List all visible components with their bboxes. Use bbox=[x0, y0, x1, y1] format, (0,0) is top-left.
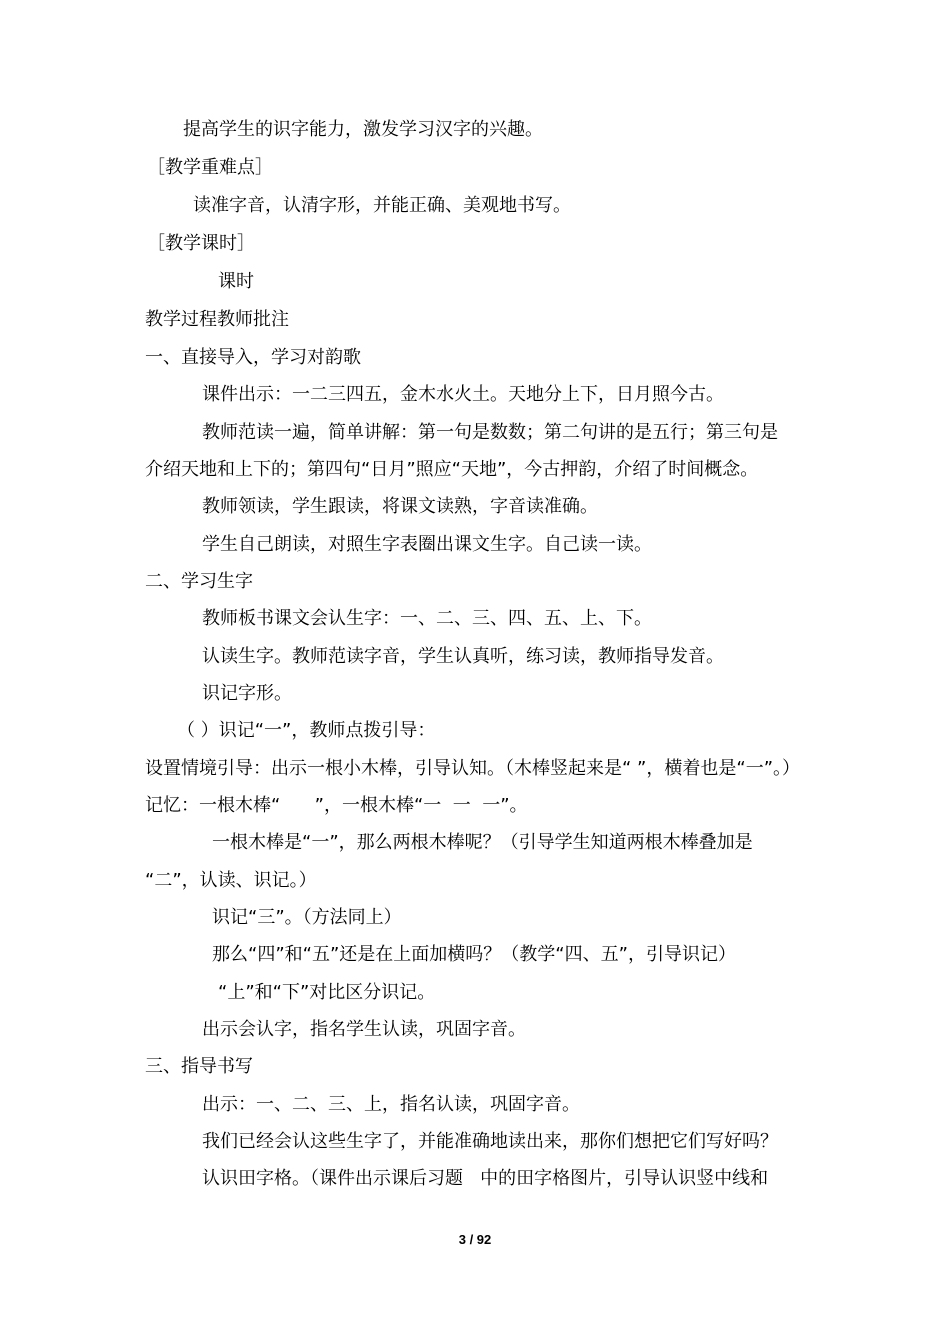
text-line: 教师范读一遍，简单讲解：第一句是数数；第二句讲的是五行；第三句是 bbox=[202, 422, 778, 443]
text-line: 设置情境引导：出示一根小木棒，引导认知。（木棒竖起来是“ ”，横着也是“一”。） bbox=[145, 758, 801, 779]
section-heading: ［教学重难点］ bbox=[147, 157, 273, 178]
text-line: 教师板书课文会认生字：一、二、三、四、五、上、下。 bbox=[202, 608, 652, 629]
text-line: 教师领读，学生跟读，将课文读熟，字音读准确。 bbox=[202, 496, 598, 517]
text-line: 课件出示：一二三四五，金木水火土。天地分上下，日月照今古。 bbox=[202, 384, 724, 405]
text-line: 提高学生的识字能力，激发学习汉字的兴趣。 bbox=[183, 119, 543, 140]
page-number: 3 / 92 bbox=[458, 1232, 492, 1247]
text-line: （ ）识记“一”，教师点拨引导： bbox=[177, 720, 436, 741]
section-heading: 一、直接导入，学习对韵歌 bbox=[145, 347, 361, 368]
text-line: 识记“三”。（方法同上） bbox=[212, 907, 402, 928]
text-line: 认读生字。教师范读字音，学生认真听，练习读，教师指导发音。 bbox=[202, 646, 724, 667]
section-heading: ［教学课时］ bbox=[147, 233, 255, 254]
text-line: 识记字形。 bbox=[202, 683, 292, 704]
text-line: 一根木棒是“一”，那么两根木棒呢？（引导学生知道两根木棒叠加是 bbox=[212, 832, 753, 853]
text-line: 认识田字格。（课件出示课后习题 中的田字格图片，引导认识竖中线和 bbox=[202, 1168, 769, 1189]
text-line: 出示：一、二、三、上，指名认读，巩固字音。 bbox=[202, 1094, 580, 1115]
text-line: 学生自己朗读，对照生字表圈出课文生字。自己读一读。 bbox=[202, 534, 652, 555]
text-line: 出示会认字，指名学生认读，巩固字音。 bbox=[202, 1019, 526, 1040]
text-line: 介绍天地和上下的；第四句“日月”照应“天地”，今古押韵，介绍了时间概念。 bbox=[145, 459, 759, 480]
text-line: 那么“四”和“五”还是在上面加横吗？（教学“四、五”，引导识记） bbox=[212, 944, 736, 965]
text-line: 我们已经会认这些生字了，并能准确地读出来，那你们想把它们写好吗？ bbox=[202, 1131, 778, 1152]
section-heading: 二、学习生字 bbox=[145, 571, 253, 592]
text-line: 教学过程教师批注 bbox=[145, 309, 289, 330]
text-line: “上”和“下”对比区分识记。 bbox=[218, 982, 436, 1003]
section-heading: 三、指导书写 bbox=[145, 1056, 253, 1077]
text-line: 课时 bbox=[218, 271, 254, 292]
text-line: 读准字音，认清字形，并能正确、美观地书写。 bbox=[193, 195, 571, 216]
text-line: 记忆：一根木棒“ ”，一根木棒“一 一 一”。 bbox=[145, 795, 528, 816]
text-line: “二”，认读、识记。） bbox=[145, 870, 317, 891]
